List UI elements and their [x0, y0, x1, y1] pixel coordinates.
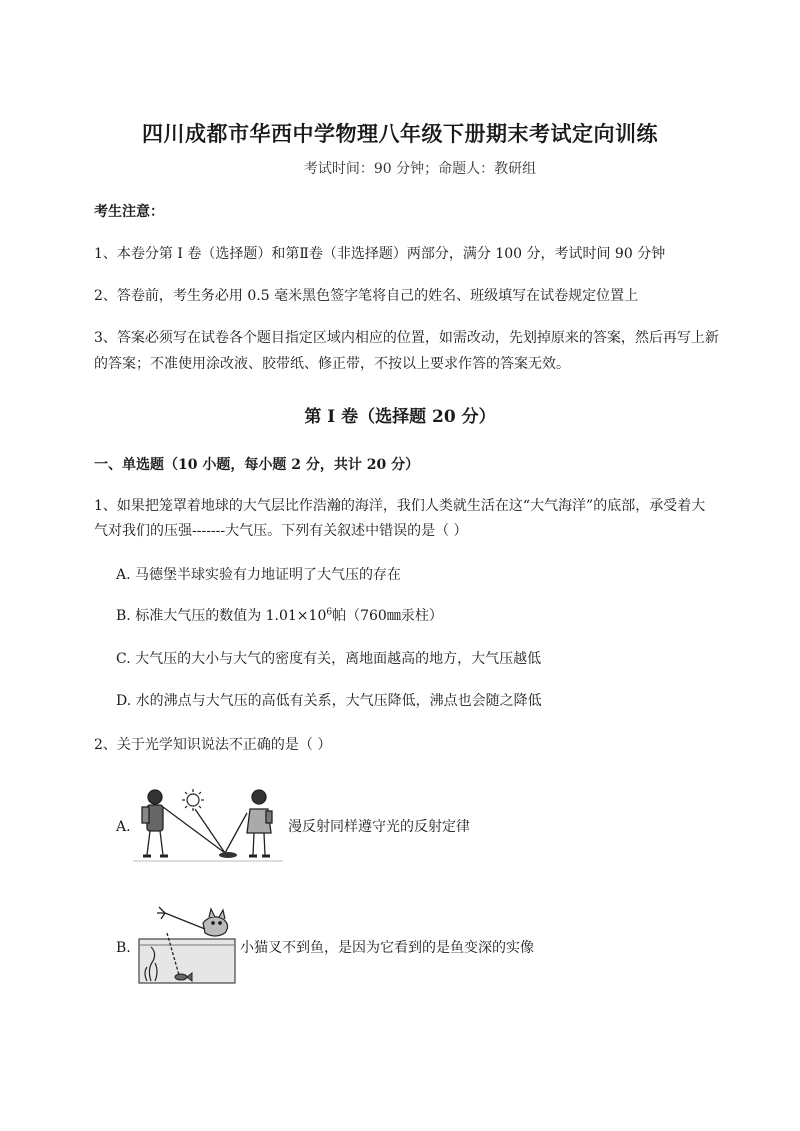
- girl-figure: [247, 790, 272, 856]
- notice-heading: 考生注意：: [94, 204, 164, 220]
- q1-option-b-text: B. 标准大气压的数值为 1.01×10: [116, 608, 327, 624]
- q2-stem: 2、关于光学知识说法不正确的是（ ）: [94, 737, 332, 753]
- q1-option-a: A. 马德堡半球实验有力地证明了大气压的存在: [116, 567, 402, 583]
- light-rays: [163, 807, 247, 853]
- boy-figure: [142, 790, 168, 856]
- sun-icon: [182, 789, 204, 811]
- notice-item-1: 1、本卷分第 I 卷（选择题）和第Ⅱ卷（非选择题）两部分，满分 100 分，考试时间 90 分钟: [94, 246, 666, 262]
- q1-option-b-unit: 帕（760㎜汞柱）: [332, 608, 443, 624]
- q1-stem-line2: 气对我们的压强-------大气压。下列有关叙述中错误的是（ ）: [94, 523, 468, 539]
- q1-stem-line1: 1、如果把笼罩着地球的大气层比作浩瀚的海洋，我们人类就生活在这“大气海洋”的底部，承受着大: [94, 498, 706, 514]
- q2-option-a-text: 漫反射同样遵守光的反射定律: [288, 819, 470, 835]
- q1-option-b: [116, 606, 443, 626]
- exam-info: 考试时间：90 分钟；命题人：教研组: [303, 161, 537, 177]
- q2-option-a-label: A.: [116, 819, 131, 835]
- q2-option-b-label: B.: [116, 940, 131, 956]
- q2-option-b-text: 小猫叉不到鱼，是因为它看到的是鱼变深的实像: [240, 940, 534, 956]
- diffuse-reflection-figure: [133, 785, 283, 870]
- section-title: 第 I 卷（选择题 20 分）: [304, 407, 496, 427]
- notice-item-2: 2、答卷前，考生务必用 0.5 毫米黑色签字笔将自己的姓名、班级填写在试卷规定位置上: [94, 288, 639, 304]
- q1-option-d: D. 水的沸点与大气压的高低有关系，大气压降低，沸点也会随之降低: [116, 693, 542, 709]
- cat-fishing-figure: [137, 905, 237, 987]
- cat-figure: [203, 909, 228, 936]
- page-title: 四川成都市华西中学物理八年级下册期末考试定向训练: [142, 121, 658, 146]
- q1-option-b-exponent: 6: [326, 607, 333, 618]
- part-heading: 一、单选题（10 小题，每小题 2 分，共计 20 分）: [94, 457, 420, 473]
- notice-item-3: 3、答案必须写在试卷各个题目指定区域内相应的位置，如需改动，先划掉原来的答案，然后再写上新: [94, 330, 719, 346]
- reflecting-object: [219, 852, 237, 858]
- q1-option-c: C. 大气压的大小与大气的密度有关，离地面越高的地方，大气压越低: [116, 651, 542, 667]
- notice-item-3-cont: 的答案；不准使用涂改液、胶带纸、修正带，不按以上要求作答的答案无效。: [94, 356, 570, 372]
